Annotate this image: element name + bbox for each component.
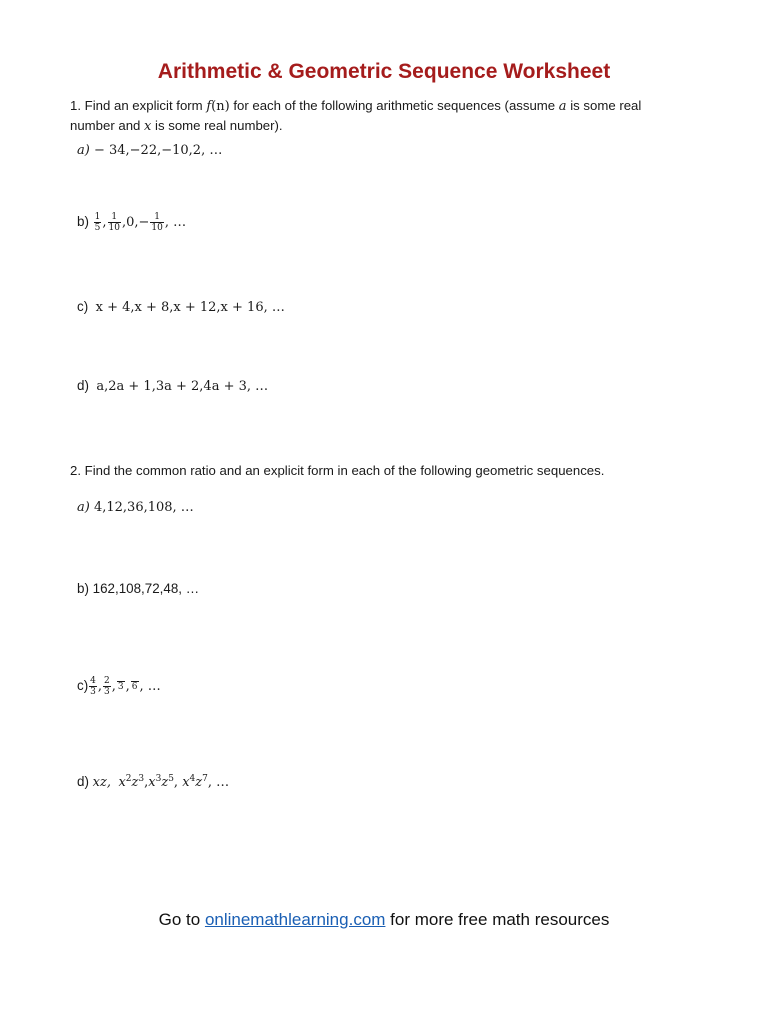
q1-item-c: c) x + 4,x + 8,x + 12,x + 16, … (77, 299, 285, 315)
q2-item-c: c) $\frac{4}{3}$ , $\frac{2}{3}$ , 3 , 6 , … (77, 676, 161, 697)
q2-item-b: b) 162,108,72,48, … (77, 581, 200, 596)
q2-item-d: d) xz, $x^2z^3,x^3z^5$, $x^4z^7$, … (77, 774, 230, 790)
q1-item-a: a) − 34,−22,−10,2, … (77, 143, 223, 158)
page-title: Arithmetic & Geometric Sequence Worksheet (157, 60, 611, 83)
footer-note: Go to onlinemathlearning.com for more free math resources (158, 910, 610, 929)
question-1-prompt: 1. Find an explicit form f(n) for each of the following arithmetic sequences (assume a is some real number and x is some real number). (70, 98, 642, 134)
fraction: 6 (131, 682, 138, 692)
fraction: 3 (117, 682, 124, 692)
fraction: $\frac{2}{3}$ (104, 676, 110, 697)
onlinemathlearning-link[interactable]: onlinemathlearning.com (204, 910, 386, 929)
fraction: $\frac{4}{3}$ (90, 676, 96, 697)
question-2-prompt: 2. Find the common ratio and an explicit form in each of the following geometric sequences. (70, 463, 605, 478)
q2-item-a: a) 4,12,36,108, … (77, 500, 194, 515)
q1-item-b: b) $\frac{1}{5}$ , $\frac{1}{10}$ ,0,− $\frac{1}{10}$ , … (77, 212, 187, 233)
q1-item-d: d) a,2a + 1,3a + 2,4a + 3, … (77, 378, 269, 394)
fraction: $\frac{1}{10}$ (151, 212, 163, 233)
fraction: $\frac{1}{10}$ (108, 212, 120, 233)
fraction: $\frac{1}{5}$ (94, 212, 101, 233)
